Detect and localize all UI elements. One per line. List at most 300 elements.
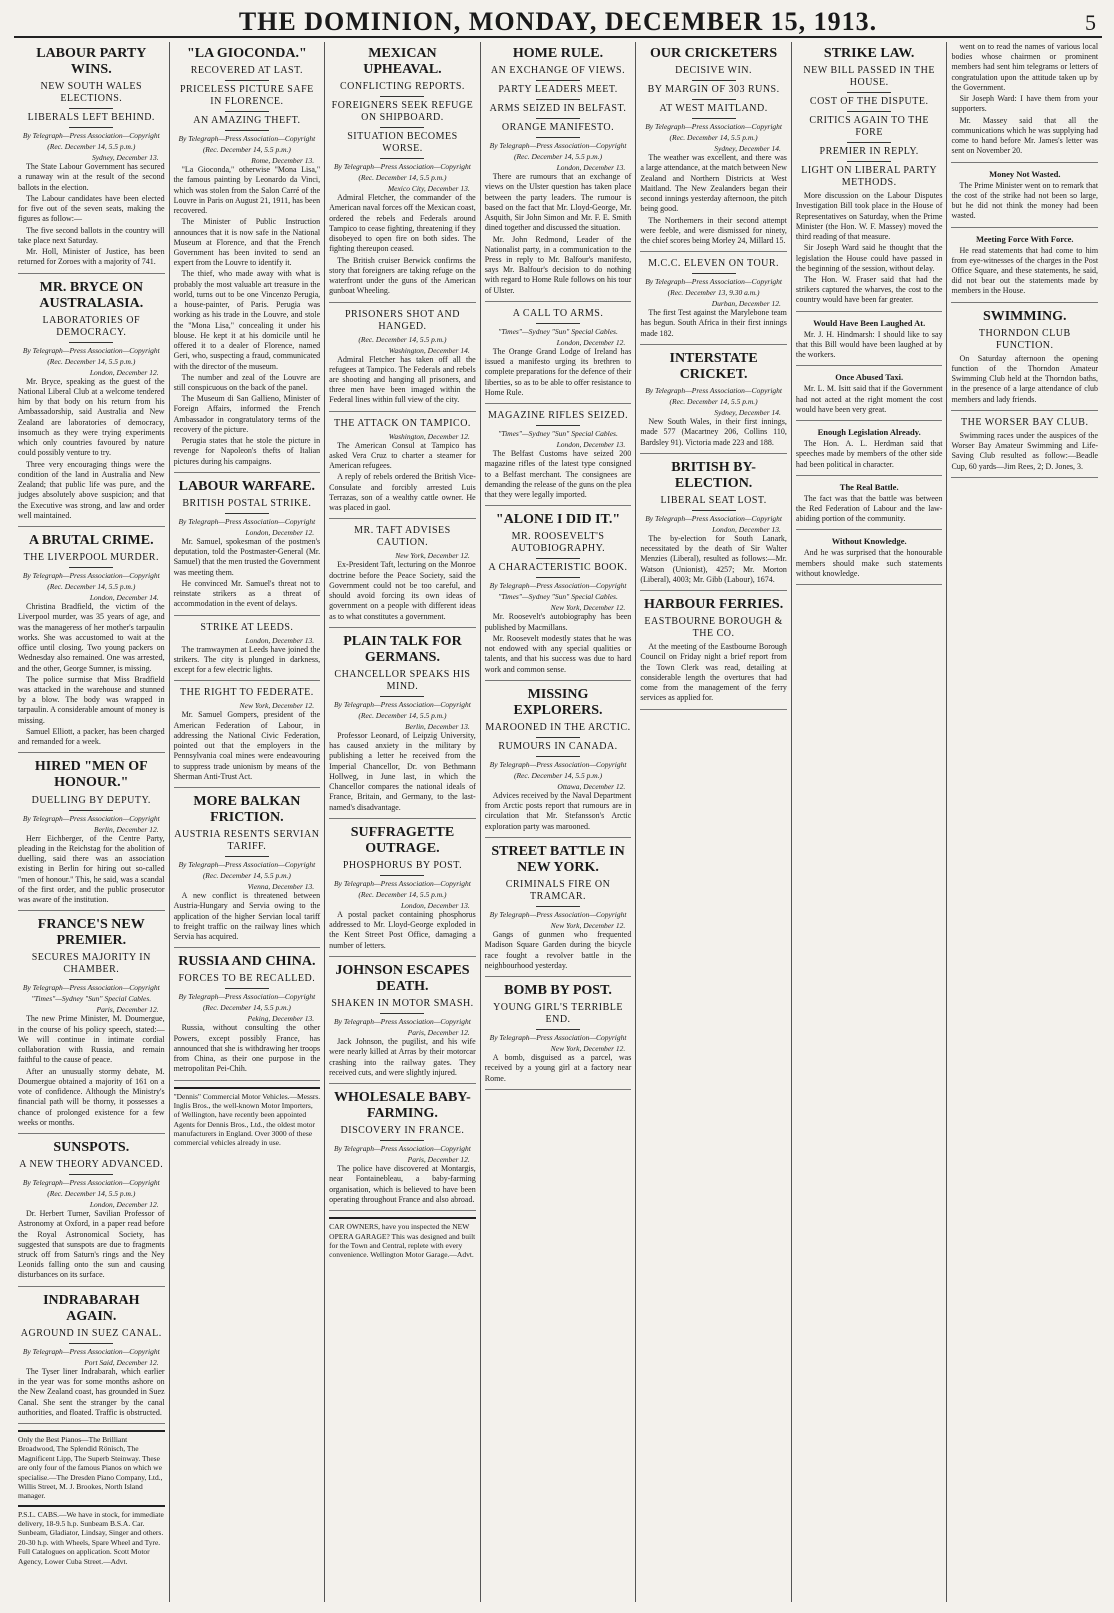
dateline: London, December 14. — [89, 593, 159, 603]
headline: SUFFRAGETTE OUTRAGE. — [350, 824, 455, 856]
article — [329, 634, 476, 819]
divider-rule — [692, 273, 736, 274]
dateline: Sydney, December 14. — [714, 144, 781, 154]
dateline: Berlin, December 13. — [405, 721, 470, 731]
subheadline: LIBERALS LEFT BEHIND. — [27, 112, 155, 124]
paragraph: The State Labour Government has secured a runaway win at the result of the second ballots in the election. — [18, 162, 165, 192]
received-line: (Rec. December 14, 5.5 p.m.) — [513, 152, 603, 162]
column-2 — [170, 42, 326, 1602]
headline: MISSING EXPLORERS. — [513, 686, 603, 718]
paragraph: Mr. Bryce, speaking as the guest of the National Liberal Club at a welcome tendered him by that body on his return from his Ambassadorship, said Australia and New Zealand are laboratories of democracy, insomuch as they were trying experiments which only countries favoured by nature could possibly venture to try. — [18, 376, 165, 458]
article-body — [485, 1053, 632, 1084]
column-1 — [14, 42, 170, 1602]
received-line: "Times"—Sydney "Sun" Special Cables. — [31, 994, 152, 1004]
article — [796, 427, 943, 476]
subheadline: PREMIER IN REPLY. — [819, 146, 919, 158]
paragraph: The British cruiser Berwick confirms the story that foreigners are taking refuge on the waterfront under the guns of the American gunboat Wheeling. — [329, 255, 476, 296]
article-body — [485, 791, 632, 832]
subheadline: A NEW THEORY ADVANCED. — [19, 1159, 164, 1171]
subheadline: LIGHT ON LIBERAL PARTY METHODS. — [801, 165, 938, 189]
subheadline: DISCOVERY IN FRANCE. — [340, 1125, 465, 1137]
paragraph: The weather was excellent, and there was a large attendance, at the match between New Zealand and Northern Districts at West Maitland. The New Zealanders began their second innings yesterday afternoon, the pitch being good. — [640, 153, 787, 214]
dateline: Paris, December 12. — [407, 1028, 470, 1038]
received-line: (Rec. December 14, 5.5 p.m.) — [47, 142, 136, 152]
article-body — [174, 710, 321, 782]
divider-rule — [225, 856, 269, 857]
paragraph: Mr. Roosevelt modestly states that he was not endowed with any special qualities or talents, and that his success was due to hard work and common sense. — [484, 633, 632, 674]
article-body — [485, 930, 632, 971]
dateline: London, December 13. — [712, 524, 781, 534]
subheadline: Without Knowledge. — [831, 536, 907, 547]
article-body — [640, 417, 787, 448]
article — [329, 963, 476, 1084]
divider-rule — [847, 111, 891, 112]
received-line: (Rec. December 14, 5.5 p.m.) — [358, 710, 447, 720]
divider-rule — [380, 1013, 424, 1014]
subheadline: EASTBOURNE BOROUGH & THE CO. — [644, 616, 783, 640]
paragraph: Dr. Herbert Turner, Savilian Professor of Astronomy at Oxford, in a paper read before the Royal Astronomical Society, has suggested that sunspots are due to fragments struck off from Saturn's rings and the Ney Leonids falling onto the sun and causing disturbances on its surface. — [18, 1209, 165, 1280]
article — [640, 460, 787, 591]
article-body — [485, 612, 632, 674]
advertisement — [329, 1217, 476, 1260]
divider-rule — [847, 92, 891, 93]
column-5 — [636, 42, 792, 1602]
divider-rule — [536, 80, 580, 81]
paragraph: Admiral Fletcher has taken off all the refugees at Tampico. The Federals and rebels are shooting and hanging all prisoners, and three men have been imaged within the Federal lines within full view of the city. — [329, 354, 476, 405]
column-4 — [481, 42, 637, 1602]
dateline: Durban, December 12. — [711, 299, 781, 309]
received-line: (Rec. December 14, 5.5 p.m.) — [47, 1189, 136, 1199]
article — [485, 512, 632, 681]
headline: MORE BALKAN FRICTION. — [193, 793, 301, 826]
article — [174, 479, 321, 616]
byline: By Telegraph—Press Association—Copyright — [334, 162, 471, 172]
subheadline: MR. ROOSEVELT'S AUTOBIOGRAPHY. — [510, 531, 606, 555]
paragraph: Admiral Fletcher, the commander of the American naval forces off the Mexican coast, ordered the rebels and Federals around Tampico to cease fighting, threatening if they disobeyed to open fire on both sides. The fighting thereupon ceased. — [329, 193, 476, 254]
headline: HOME RULE. — [512, 46, 604, 61]
subheadline: LIBERAL SEAT LOST. — [660, 494, 767, 506]
paragraph: After an unusually stormy debate, M. Doumergue obtained a majority of 161 on a vote of confidence. Although the Ministry's financial path will be thorny, it possesses a chance of prolonged existence for a few weeks or months. — [18, 1066, 165, 1127]
dateline: Berlin, December 12. — [94, 824, 159, 834]
received-line: (Rec. December 14, 5.5 p.m.) — [47, 582, 136, 592]
headline: MEXICAN UPHEAVAL. — [363, 46, 442, 78]
divider-rule — [536, 577, 580, 578]
subheadline: Meeting Force With Force. — [975, 233, 1074, 244]
divider-rule — [69, 342, 113, 343]
headline: HARBOUR FERRIES. — [643, 597, 784, 613]
article — [329, 525, 476, 627]
dateline: Rome, December 13. — [251, 156, 315, 166]
paragraph: Jack Johnson, the pugilist, and his wife were nearly killed at Arras by their motorcar crashing into the railway gates. They received cuts, and were slightly injured. — [329, 1037, 476, 1077]
byline: By Telegraph—Press Association—Copyright — [178, 134, 316, 144]
byline: By Telegraph—Press Association—Copyright — [178, 516, 316, 526]
byline: By Telegraph—Press Association—Copyright — [178, 992, 316, 1002]
article-body — [329, 1164, 476, 1205]
headline: RUSSIA AND CHINA. — [178, 954, 316, 970]
article-body — [18, 602, 165, 747]
article-body — [951, 246, 1098, 297]
divider-rule — [69, 1343, 113, 1344]
divider-rule — [536, 1029, 580, 1030]
article — [640, 46, 787, 252]
article-body — [796, 439, 943, 470]
headline: "LA GIOCONDA." — [186, 46, 307, 61]
byline: By Telegraph—Press Association—Copyright — [334, 1017, 471, 1027]
subheadline: RUMOURS IN CANADA. — [498, 740, 618, 752]
subheadline: The Real Battle. — [839, 481, 899, 492]
article — [640, 597, 787, 710]
dateline: London, December 12. — [89, 1200, 159, 1210]
article-body — [329, 441, 476, 514]
dateline: Ottawa, December 12. — [557, 781, 626, 791]
divider-rule — [69, 567, 113, 568]
paragraph: Mr. Roosevelt's autobiography has been published by Macmillans. — [484, 612, 632, 632]
article-body — [951, 181, 1098, 222]
headline: PLAIN TALK FOR GERMANS. — [343, 633, 462, 665]
paragraph: The Orange Grand Lodge of Ireland has issued a manifesto urging its brethren to complete preparations for the defence of their liberties, so as to be able to offer resistance to Home Rule. — [484, 346, 632, 397]
article — [485, 983, 632, 1090]
byline: By Telegraph—Press Association—Copyright — [645, 122, 782, 132]
divider-rule — [69, 1174, 113, 1175]
article — [485, 46, 632, 302]
paragraph: Mr. J. H. Hindmarsh: I should like to say that this Bill would have been laughed at by the workers. — [795, 329, 943, 360]
paragraph: Gangs of gunmen who frequented Madison Square Garden during the bicycle race fought a revolver battle in the neighbourhood yesterday. — [484, 930, 632, 970]
byline: By Telegraph—Press Association—Copyright — [489, 759, 627, 769]
article — [640, 351, 787, 454]
dateline: Paris, December 12. — [407, 1155, 470, 1165]
headline: SUNSPOTS. — [53, 1139, 130, 1155]
paragraph: The Northerners in their second attempt were feeble, and were dismissed for ninety, the chief scores being Morley 24, Millard 15. — [640, 215, 787, 245]
byline: By Telegraph—Press Association—Copyright — [22, 345, 160, 355]
headline: MR. BRYCE ON AUSTRALASIA. — [39, 279, 144, 311]
article — [18, 917, 165, 1134]
dateline: London, December 12. — [89, 367, 159, 377]
article — [485, 844, 632, 977]
paragraph: On Saturday afternoon the opening function of the Thorndon Amateur Swimming Club held at the Thorndon baths, in the presence of a large attendance of club members and lady friends. — [951, 353, 1099, 404]
article — [796, 372, 943, 421]
headline: BOMB BY POST. — [504, 983, 612, 998]
paragraph: The police have discovered at Montargis, near Fontainebleau, a baby-farming organisation, which is believed to have been operating throughout France and also abroad. — [329, 1164, 476, 1204]
article-body — [174, 165, 321, 467]
paragraph: The number and zeal of the Louvre are still conspicuous on the back of the panel. — [173, 372, 321, 393]
headline: A BRUTAL CRIME. — [28, 533, 154, 548]
byline: By Telegraph—Press Association—Copyright — [645, 277, 782, 287]
subheadline: PHOSPHORUS BY POST. — [342, 860, 463, 871]
divider-rule — [692, 99, 736, 100]
article-body — [485, 172, 632, 296]
received-line: (Rec. December 14, 5.5 p.m.) — [358, 890, 447, 899]
byline: By Telegraph—Press Association—Copyright — [334, 699, 471, 709]
divider-rule — [536, 99, 580, 100]
article-body — [329, 355, 476, 406]
paragraph: The Hon. W. Fraser said that had the strikers captured the wharves, the cost to the country would have been far greater. — [795, 274, 943, 305]
dateline: Washington, December 12. — [388, 431, 470, 441]
article-body — [796, 548, 943, 579]
paragraph: Christina Bradfield, the victim of the Liverpool murder, was 35 years of age, and was the manageress of her mother's tarpaulin works. She was accustomed to wait at the office until closing. Two young packers on Wednesday also remained. One was arrested, and the other, George Sumner, is missing. — [18, 602, 165, 673]
headline: WHOLESALE BABY-FARMING. — [334, 1090, 471, 1122]
subheadline: PRICELESS PICTURE SAFE IN FLORENCE. — [179, 84, 314, 108]
subheadline: AGROUND IN SUEZ CANAL. — [20, 1327, 162, 1339]
subheadline: MAROONED IN THE ARCTIC. — [485, 721, 631, 733]
article — [796, 318, 943, 367]
paragraph: Samuel Elliott, a packer, has been charged and remanded for a week. — [18, 726, 165, 747]
byline: By Telegraph—Press Association—Copyright — [334, 1144, 471, 1154]
paragraph: went on to read the names of various local bodies whose chairmen or prominent members had sent him telegrams or letters of congratulation upon the attitude taken up by the Government. — [951, 42, 1099, 92]
article-body — [640, 153, 787, 246]
column-6 — [792, 42, 948, 1602]
paragraph: Swimming races under the auspices of the Worser Bay Amateur Swimming and Life-Saving Club resulted as follow:—Beadle Cup, 60 yards—Jim Rees, 2; D. Jones, 3. — [951, 430, 1099, 471]
advertisement — [18, 1430, 165, 1501]
headline: LABOUR WARFARE. — [178, 478, 316, 494]
subheadline: COST OF THE DISPUTE. — [809, 96, 929, 108]
received-line: (Rec. December 14, 5.5 p.m.) — [358, 334, 447, 344]
divider-rule — [380, 875, 424, 876]
byline: By Telegraph—Press Association—Copyright — [645, 386, 782, 396]
article-body — [640, 308, 787, 339]
byline: By Telegraph—Press Association—Copyright — [489, 141, 627, 151]
subheadline: AN AMAZING THEFT. — [193, 115, 301, 127]
divider-rule — [225, 988, 269, 989]
received-line: (Rec. December 14, 5.5 p.m.) — [202, 871, 291, 881]
paragraph: The Museum di San Gallieno, Minister of Foreign Affairs, informed the French Ambassador in congratulatory terms of the recovery of the picture. — [173, 394, 321, 434]
divider-rule — [536, 137, 580, 138]
dateline: London, December 13. — [245, 635, 315, 645]
byline: By Telegraph—Press Association—Copyright — [22, 1346, 160, 1356]
subheadline: RECOVERED AT LAST. — [190, 65, 303, 77]
article-body — [951, 431, 1098, 472]
subheadline: CONFLICTING REPORTS. — [339, 81, 465, 93]
article — [174, 794, 321, 948]
article-body — [174, 891, 321, 942]
article — [485, 687, 632, 838]
article — [640, 258, 787, 345]
dateline: New York, December 12. — [239, 701, 315, 711]
article-body — [329, 731, 476, 813]
ad-text: Only the Best Pianos—The Brilliant Broadwood, The Splendid Rönisch, The Magnificent Lipp, The Superb Steinway. These are only four of the famous Pianos on which we specialise.—The Dresden Piano Company, Ltd., Willis Street, M. J. Brookes, North Island manager. — [18, 1435, 163, 1501]
received-line: (Rec. December 14, 5.5 p.m.) — [358, 173, 447, 183]
column-3 — [325, 42, 481, 1602]
divider-rule — [536, 906, 580, 907]
headline: OUR CRICKETERS — [650, 46, 778, 61]
dateline: Sydney, December 13. — [91, 153, 159, 163]
dateline: Port Said, December 12. — [84, 1357, 159, 1367]
paragraph: The Tyser liner Indrabarah, which earlier in the year was for some months ashore on the New Zealand coast, has grounded in Suez Canal. She sent the stranger by the canal authorities, and floated. Traffic is obstructed. — [18, 1366, 165, 1417]
paragraph: Russia, without consulting the other Powers, except possibly France, has announced that she is withdrawing her troops from China, as their one purpose in the metropolitan Pei-Chih. — [173, 1023, 321, 1074]
subheadline: BY MARGIN OF 303 RUNS. — [647, 84, 780, 96]
received-line: (Rec. December 14, 5.5 p.m.) — [202, 145, 291, 155]
subheadline: ORANGE MANIFESTO. — [501, 122, 615, 134]
subheadline: THE WORSER BAY CLUB. — [961, 416, 1089, 428]
subheadline: M.C.C. ELEVEN ON TOUR. — [648, 258, 780, 270]
paragraph: The Prime Minister went on to remark that the cost of the strike had not been so large, but he did not think the money had been wasted. — [951, 180, 1099, 221]
divider-rule — [225, 513, 269, 514]
divider-rule — [380, 696, 424, 697]
article-body — [485, 449, 632, 500]
paragraph: And he was surprised that the honourable members should make such statements without knowledge. — [795, 548, 943, 578]
dateline: Washington, December 14. — [388, 345, 470, 355]
paragraph: Mr. Samuel Gompers, president of the American Federation of Labour, in addressing the National Civic Federation, pointed out that the employers in the Pennsylvania coal mines were endeavouring to suppress trade unionism by means of the Sherman Anti-Trust Act. — [173, 710, 321, 781]
subheadline: THE LIVERPOOL MURDER. — [23, 552, 159, 564]
byline: By Telegraph—Press Association—Copyright — [178, 860, 316, 870]
article — [951, 417, 1098, 478]
divider-rule — [847, 142, 891, 143]
divider-rule — [69, 108, 113, 109]
article-body — [18, 1367, 165, 1418]
article-body — [640, 642, 787, 703]
paragraph: The Minister of Public Instruction announces that it is now safe in the National Museum at Florence, and that the French Government has been invited to send an expert from the Louvre to identify it. — [173, 217, 321, 268]
subheadline: CHANCELLOR SPEAKS HIS MIND. — [334, 668, 471, 692]
divider-rule — [380, 96, 424, 97]
headline: JOHNSON ESCAPES DEATH. — [335, 962, 470, 995]
article — [796, 46, 943, 312]
dateline: London, December 13. — [400, 901, 470, 910]
paragraph: The by-election for South Lanark, necessitated by the death of Sir Walter Menzies (Liberal), resulted as follows:—Mr. Watson (Unionist), 4257; Mr. Morton (Liberal), 4003; Mr. Gibb (Labour), 1674. — [640, 533, 787, 584]
paragraph: A postal packet containing phosphorus addressed to Mr. Lloyd-George exploded in the Kent Street Post Office, damaging a number of letters. — [329, 910, 476, 950]
divider-rule — [69, 979, 113, 980]
divider-rule — [536, 323, 580, 324]
subheadline: THORNDON CLUB FUNCTION. — [978, 327, 1071, 351]
dateline: Sydney, December 14. — [714, 408, 781, 418]
divider-rule — [69, 127, 113, 128]
article — [18, 759, 165, 911]
article — [174, 622, 321, 682]
paragraph: The five second ballots in the country will take place next Saturday. — [18, 225, 165, 245]
dateline: London, December 12. — [556, 337, 626, 347]
subheadline: THE ATTACK ON TAMPICO. — [333, 417, 471, 429]
subheadline: AT WEST MAITLAND. — [659, 103, 768, 115]
headline: SWIMMING. — [982, 308, 1067, 324]
article-body — [18, 1209, 165, 1281]
dateline: London, December 13. — [556, 163, 626, 173]
paragraph: The tramwaymen at Leeds have joined the strikers. The city is plunged in darkness, except for a few electric lights. — [173, 644, 321, 675]
paragraph: A bomb, disguised as a parcel, was received by a young girl at a factory near Rome. — [484, 1053, 632, 1083]
article-body — [18, 834, 165, 906]
received-line: (Rec. December 14, 5.5 p.m.) — [47, 356, 136, 366]
article — [18, 533, 165, 753]
paragraph: The thief, who made away with what is probably the most valuable art treasure in the world, turns out to be one Vincenzo Perugia, a house-painter, of Paris. Perugia was working as his trade in the Louvre, and stole the "Mona Lisa," concealing it under his blouse. He kept it at his domicile until he offered it to a dealer of Florence, named Geri, who, suspecting a fraud, communicated with the director of the museum. — [173, 269, 321, 371]
byline: "Times"—Sydney "Sun" Special Cables. — [498, 429, 618, 439]
divider-rule — [536, 756, 580, 757]
dateline: Peking, December 13. — [247, 1014, 315, 1024]
subheadline: BRITISH POSTAL STRIKE. — [182, 497, 312, 509]
subheadline: ARMS SEIZED IN BELFAST. — [489, 103, 627, 115]
byline: By Telegraph—Press Association—Copyright — [489, 1033, 627, 1043]
divider-rule — [69, 810, 113, 811]
subheadline: STRIKE AT LEEDS. — [200, 621, 294, 633]
article-body — [329, 1037, 476, 1078]
article — [329, 1090, 476, 1211]
paragraph: New South Wales, in their first innings, made 577 (Macartney 206, Collins 110, Bardsley 91). Victoria made 223 and 188. — [640, 417, 787, 447]
subheadline: Enough Legislation Already. — [817, 427, 921, 438]
article-body — [18, 162, 165, 267]
article-body — [951, 354, 1098, 405]
article — [18, 1140, 165, 1287]
article — [329, 309, 476, 412]
dateline: New York, December 12. — [550, 921, 626, 931]
subheadline: Once Abused Taxi. — [835, 372, 904, 383]
paragraph: "La Gioconda," otherwise "Mona Lisa," the famous painting by Leonardo da Vinci, which was stolen from the Salon Carré of the Louvre in Paris on August 21, 1911, has been recovered. — [173, 165, 321, 216]
divider-rule — [692, 510, 736, 511]
received-line: (Rec. December 14, 5.5 p.m.) — [202, 1003, 291, 1013]
subheadline: DUELLING BY DEPUTY. — [31, 794, 151, 806]
divider-rule — [692, 80, 736, 81]
subheadline: A CHARACTERISTIC BOOK. — [488, 562, 628, 574]
divider-rule — [536, 118, 580, 119]
article — [174, 46, 321, 473]
divider-rule — [225, 130, 269, 131]
dateline: London, December 12. — [245, 527, 315, 537]
article-body — [174, 537, 321, 610]
article-body — [174, 1023, 321, 1074]
subheadline: DECISIVE WIN. — [675, 65, 753, 77]
paragraph: The Hon. A. L. Herdman said that speeches made by members of the other side had been political in character. — [795, 439, 943, 469]
article — [18, 46, 165, 274]
dateline: Paris, December 12. — [96, 1005, 159, 1015]
divider-rule — [380, 158, 424, 159]
headline: STREET BATTLE IN NEW YORK. — [491, 843, 625, 875]
paragraph: Mr. Massey said that all the communications which he was supplying had come to hand before Mr. James's letter was sent on November 20. — [951, 115, 1099, 156]
subheadline: SITUATION BECOMES WORSE. — [347, 131, 458, 155]
paragraph: Herr Eichberger, of the Centre Party, pleading in the Reichstag for the abolition of duelling, said there was an association existing in Berlin for hiring out so-called "men of honour." This, he said, was a scandal of the first order, and the public prosecutor was aware of the institution. — [18, 833, 165, 904]
subheadline: SHAKEN IN MOTOR SMASH. — [331, 998, 474, 1010]
article-body — [329, 560, 476, 621]
subheadline: SECURES MAJORITY IN CHAMBER. — [31, 952, 151, 976]
article-body — [174, 645, 321, 676]
headline: "ALONE I DID IT." — [495, 512, 621, 528]
headline: STRIKE LAW. — [823, 46, 915, 61]
divider-rule — [536, 737, 580, 738]
masthead — [14, 8, 1102, 38]
column-7 — [947, 42, 1102, 1602]
byline: By Telegraph—Press Association—Copyright — [22, 983, 160, 993]
paragraph: The Labour candidates have been elected for five out of the seven seats, making the figures as follow:— — [18, 193, 165, 224]
subheadline: MAGAZINE RIFLES SEIZED. — [487, 410, 629, 422]
subheadline: FOREIGNERS SEEK REFUGE ON SHIPBOARD. — [331, 100, 474, 124]
masthead-title: THE DOMINION, MONDAY, DECEMBER 15, 1913. — [238, 7, 878, 36]
paragraph: Sir Joseph Ward said he thought that the legislation the House could have passed in the beginning of the session, without delay. — [795, 243, 943, 273]
page-number: 5 — [1085, 10, 1096, 35]
paragraph: The first Test against the Marylebone team has begun. South Africa in their first innings made 182. — [640, 308, 787, 338]
subheadline: PRISONERS SHOT AND HANGED. — [344, 308, 460, 332]
article-body — [18, 1014, 165, 1128]
article-body — [18, 377, 165, 521]
paragraph: The Belfast Customs have seized 200 magazine rifles of the latest type consigned to a Belfast merchant. The consignees are demanding the release of the guns on the plea that they were legally imported. — [484, 449, 632, 500]
article — [329, 418, 476, 520]
article — [951, 234, 1098, 303]
article — [485, 308, 632, 404]
advertisement — [18, 1505, 165, 1566]
article-body — [329, 193, 476, 296]
divider-rule — [847, 161, 891, 162]
article-body — [796, 330, 943, 361]
byline: By Telegraph—Press Association—Copyright — [645, 513, 782, 523]
advertisement — [174, 1087, 321, 1148]
article — [796, 482, 943, 531]
article — [951, 42, 1098, 163]
article-body — [951, 42, 1098, 157]
byline: By Telegraph—Press Association—Copyright — [22, 131, 160, 141]
subheadline: NEW BILL PASSED IN THE HOUSE. — [803, 65, 935, 89]
subheadline: PARTY LEADERS MEET. — [498, 84, 618, 96]
subheadline: LABORATORIES OF DEMOCRACY. — [42, 314, 141, 338]
received-line: (Rec. December 14, 5.5 p.m.) — [669, 397, 758, 407]
subheadline: Money Not Wasted. — [989, 168, 1061, 179]
paragraph: The new Prime Minister, M. Doumergue, in the course of his policy speech, stated:—We will continue in intimate cordial collaboration with Russia, and remain faithful to the cause of peace. — [18, 1014, 165, 1065]
article-body — [485, 347, 632, 398]
paragraph: The American Consul at Tampico has asked Vera Cruz to charter a steamer for American refugees. — [329, 440, 476, 471]
article-body — [796, 494, 943, 525]
subheadline: AN EXCHANGE OF VIEWS. — [490, 65, 626, 77]
